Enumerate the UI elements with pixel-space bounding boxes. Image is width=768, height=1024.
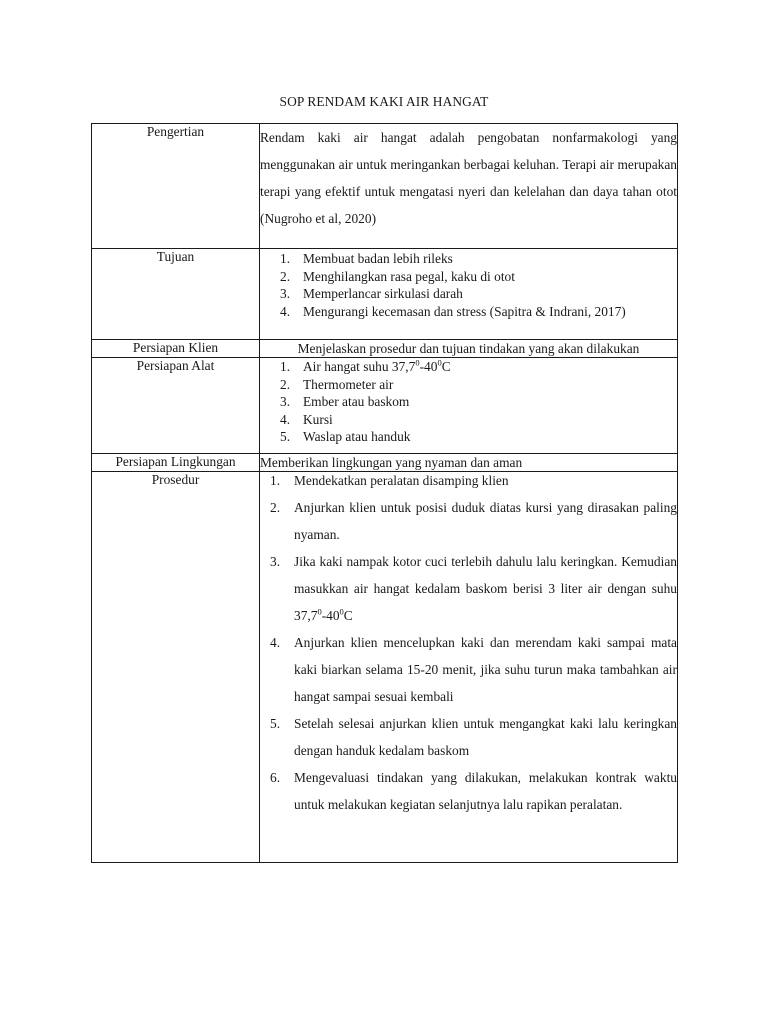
row-label: Persiapan Klien (92, 340, 260, 358)
row-persiapan-alat (92, 358, 678, 454)
list-item: 1. Air hangat suhu $37,7^0-40^0C$ (280, 357, 451, 374)
sop-table (91, 123, 678, 863)
list-item: 4. Anjurkan klien mencelupkan kaki dan merendam kaki sampai mata kaki biarkan selama 15-20 menit, jika suhu turun maka tambahkan air hangat sampai sesuai kembali (270, 634, 677, 704)
row-content (260, 358, 678, 454)
row-tujuan (92, 249, 678, 340)
row-content (260, 472, 678, 863)
row-persiapan-klien (92, 340, 678, 358)
list-item: 4. Mengurangi kecemasan dan stress (Sapitra & Indrani, 2017) (280, 303, 626, 319)
document-title: SOP RENDAM KAKI AIR HANGAT (279, 94, 489, 109)
pengertian-text: Rendam kaki air hangat adalah pengobatan nonfarmakologi yang menggunakan air untuk meringankan berbagai keluhan. Terapi air merupakan terapi yang efektif untuk mengatasi nyeri dan kelelahan dan daya tahan otot (Nugroho et al, 2020) (260, 130, 677, 226)
row-content (260, 124, 678, 249)
alat-list (260, 358, 677, 446)
list-item: 6. Mengevaluasi tindakan yang dilakukan, melakukan kontrak waktu untuk melakukan kegiatan selanjutnya lalu rapikan peralatan. (270, 769, 677, 812)
tujuan-list (260, 250, 677, 320)
row-label: Persiapan Lingkungan (92, 454, 260, 472)
list-item: 2. Anjurkan klien untuk posisi duduk diatas kursi yang dirasakan paling nyaman. (270, 499, 677, 542)
row-label: Prosedur (92, 472, 260, 863)
prosedur-list (260, 494, 677, 818)
row-label: Tujuan (92, 249, 260, 340)
row-persiapan-lingkungan (92, 454, 678, 472)
row-label: Pengertian (92, 124, 260, 249)
list-item: 3. Jika kaki nampak kotor cuci terlebih dahulu lalu keringkan. Kemudian masukkan air hangat kedalam baskom berisi 3 liter air dengan suhu $37,7^0-40^0C$ (270, 553, 677, 623)
list-item: 1. Membuat badan lebih rileks (280, 251, 453, 266)
list-item: 2. Thermometer air (280, 376, 394, 392)
row-pengertian (92, 124, 678, 249)
row-prosedur (92, 472, 678, 863)
list-item: 4. Kursi (280, 411, 333, 427)
row-content: Menjelaskan prosedur dan tujuan tindakan yang akan dilakukan (260, 340, 678, 358)
list-item: 5. Setelah selesai anjurkan klien untuk mengangkat kaki lalu keringkan dengan handuk kedalam baskom (270, 715, 677, 758)
list-item: 1. Mendekatkan peralatan disamping klien (270, 473, 509, 488)
row-content (260, 249, 678, 340)
list-item: 3. Ember atau baskom (280, 394, 410, 409)
list-item: 5. Waslap atau handuk (280, 429, 411, 444)
row-content: Memberikan lingkungan yang nyaman dan aman (260, 454, 678, 472)
row-label: Persiapan Alat (92, 358, 260, 454)
prosedur-step-first (260, 472, 677, 490)
list-item: 3. Memperlancar sirkulasi darah (280, 286, 463, 301)
list-item: 2. Menghilangkan rasa pegal, kaku di otot (280, 268, 515, 284)
